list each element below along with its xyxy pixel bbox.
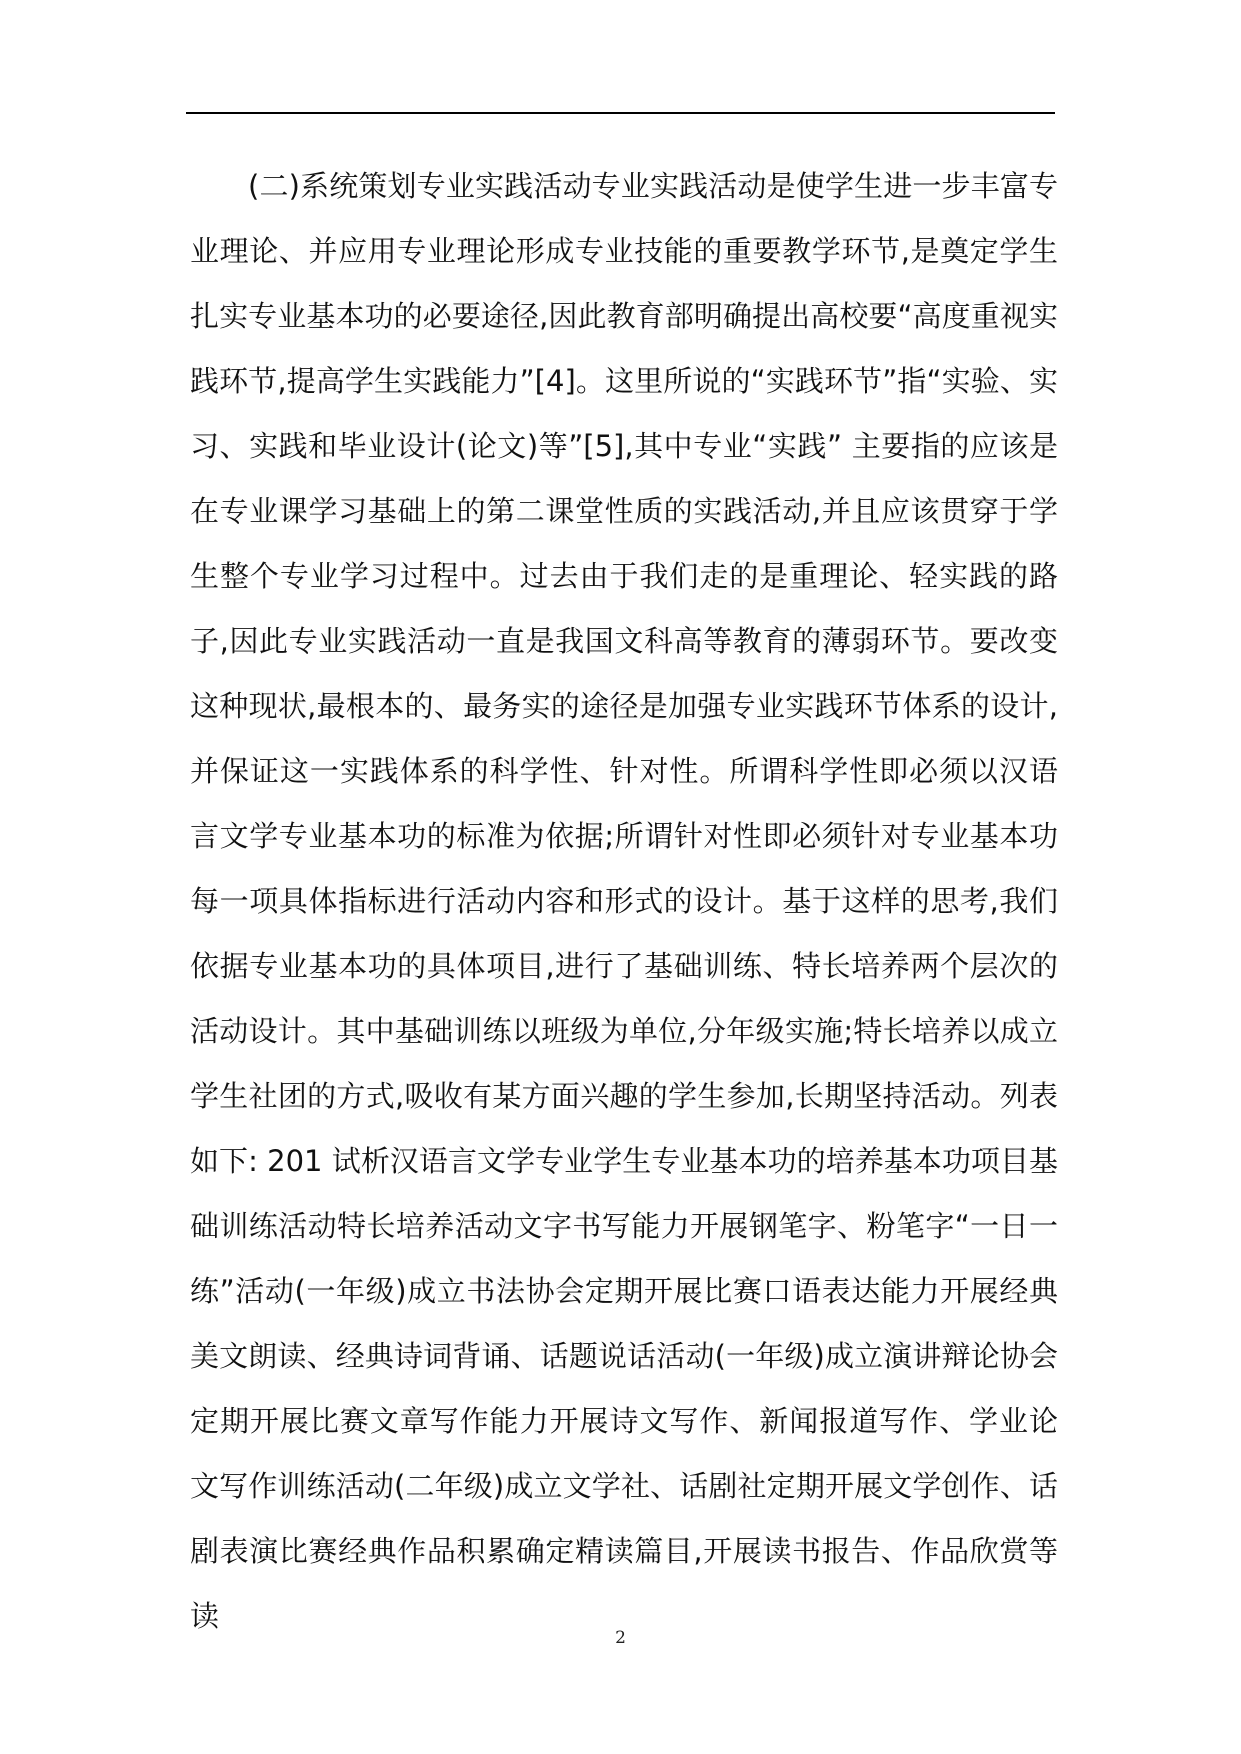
page-number: 2 <box>615 1628 626 1648</box>
body-paragraph: (二)系统策划专业实践活动专业实践活动是使学生进一步丰富专业理论、并应用专业理论形成专业技能的重要教学环节,是奠定学生扎实专业基本功的必要途径,因此教育部明确提出高校要“高度重视实践环节,提高学生实践能力”[4]。这里所说的“实践环节”指“实验、实习、实践和毕业设计(论文)等”[5],其中专业“实践” 主要指的应该是在专业课学习基础上的第二课堂性质的实践活动,并且应该贯穿于学生整个专业学习过程中。过去由于我们走的是重理论、轻实践的路子,因此专业实践活动一直是我国文科高等教育的薄弱环节。要改变这种现状,最根本的、最务实的途径是加强专业实践环节体系的设计,并保证这一实践体系的科学性、针对性。所谓科学性即必须以汉语言文学专业基本功的标准为依据;所谓针对性即必须针对专业基本功每一项具体指标进行活动内容和形式的设计。基于这样的思考,我们依据专业基本功的具体项目,进行了基础训练、特长培养两个层次的活动设计。其中基础训练以班级为单位,分年级实施;特长培养以成立学生社团的方式,吸收有某方面兴趣的学生参加,长期坚持活动。列表如下: 201 试析汉语言文学专业学生专业基本功的培养基本功项目基础训练活动特长培养活动文字书写能力开展钢笔字、粉笔字“一日一练”活动(一年级)成立书法协会定期开展比赛口语表达能力开展经典美文朗读、经典诗词背诵、话题说话活动(一年级)成立演讲辩论协会定期开展比赛文章写作能力开展诗文写作、新闻报道写作、学业论文写作训练活动(二年级)成立文学社、话剧社定期开展文学创作、话剧表演比赛经典作品积累确定精读篇目,开展读书报告、作品欣赏等读 <box>190 169 1058 1633</box>
header-rule <box>186 112 1055 114</box>
